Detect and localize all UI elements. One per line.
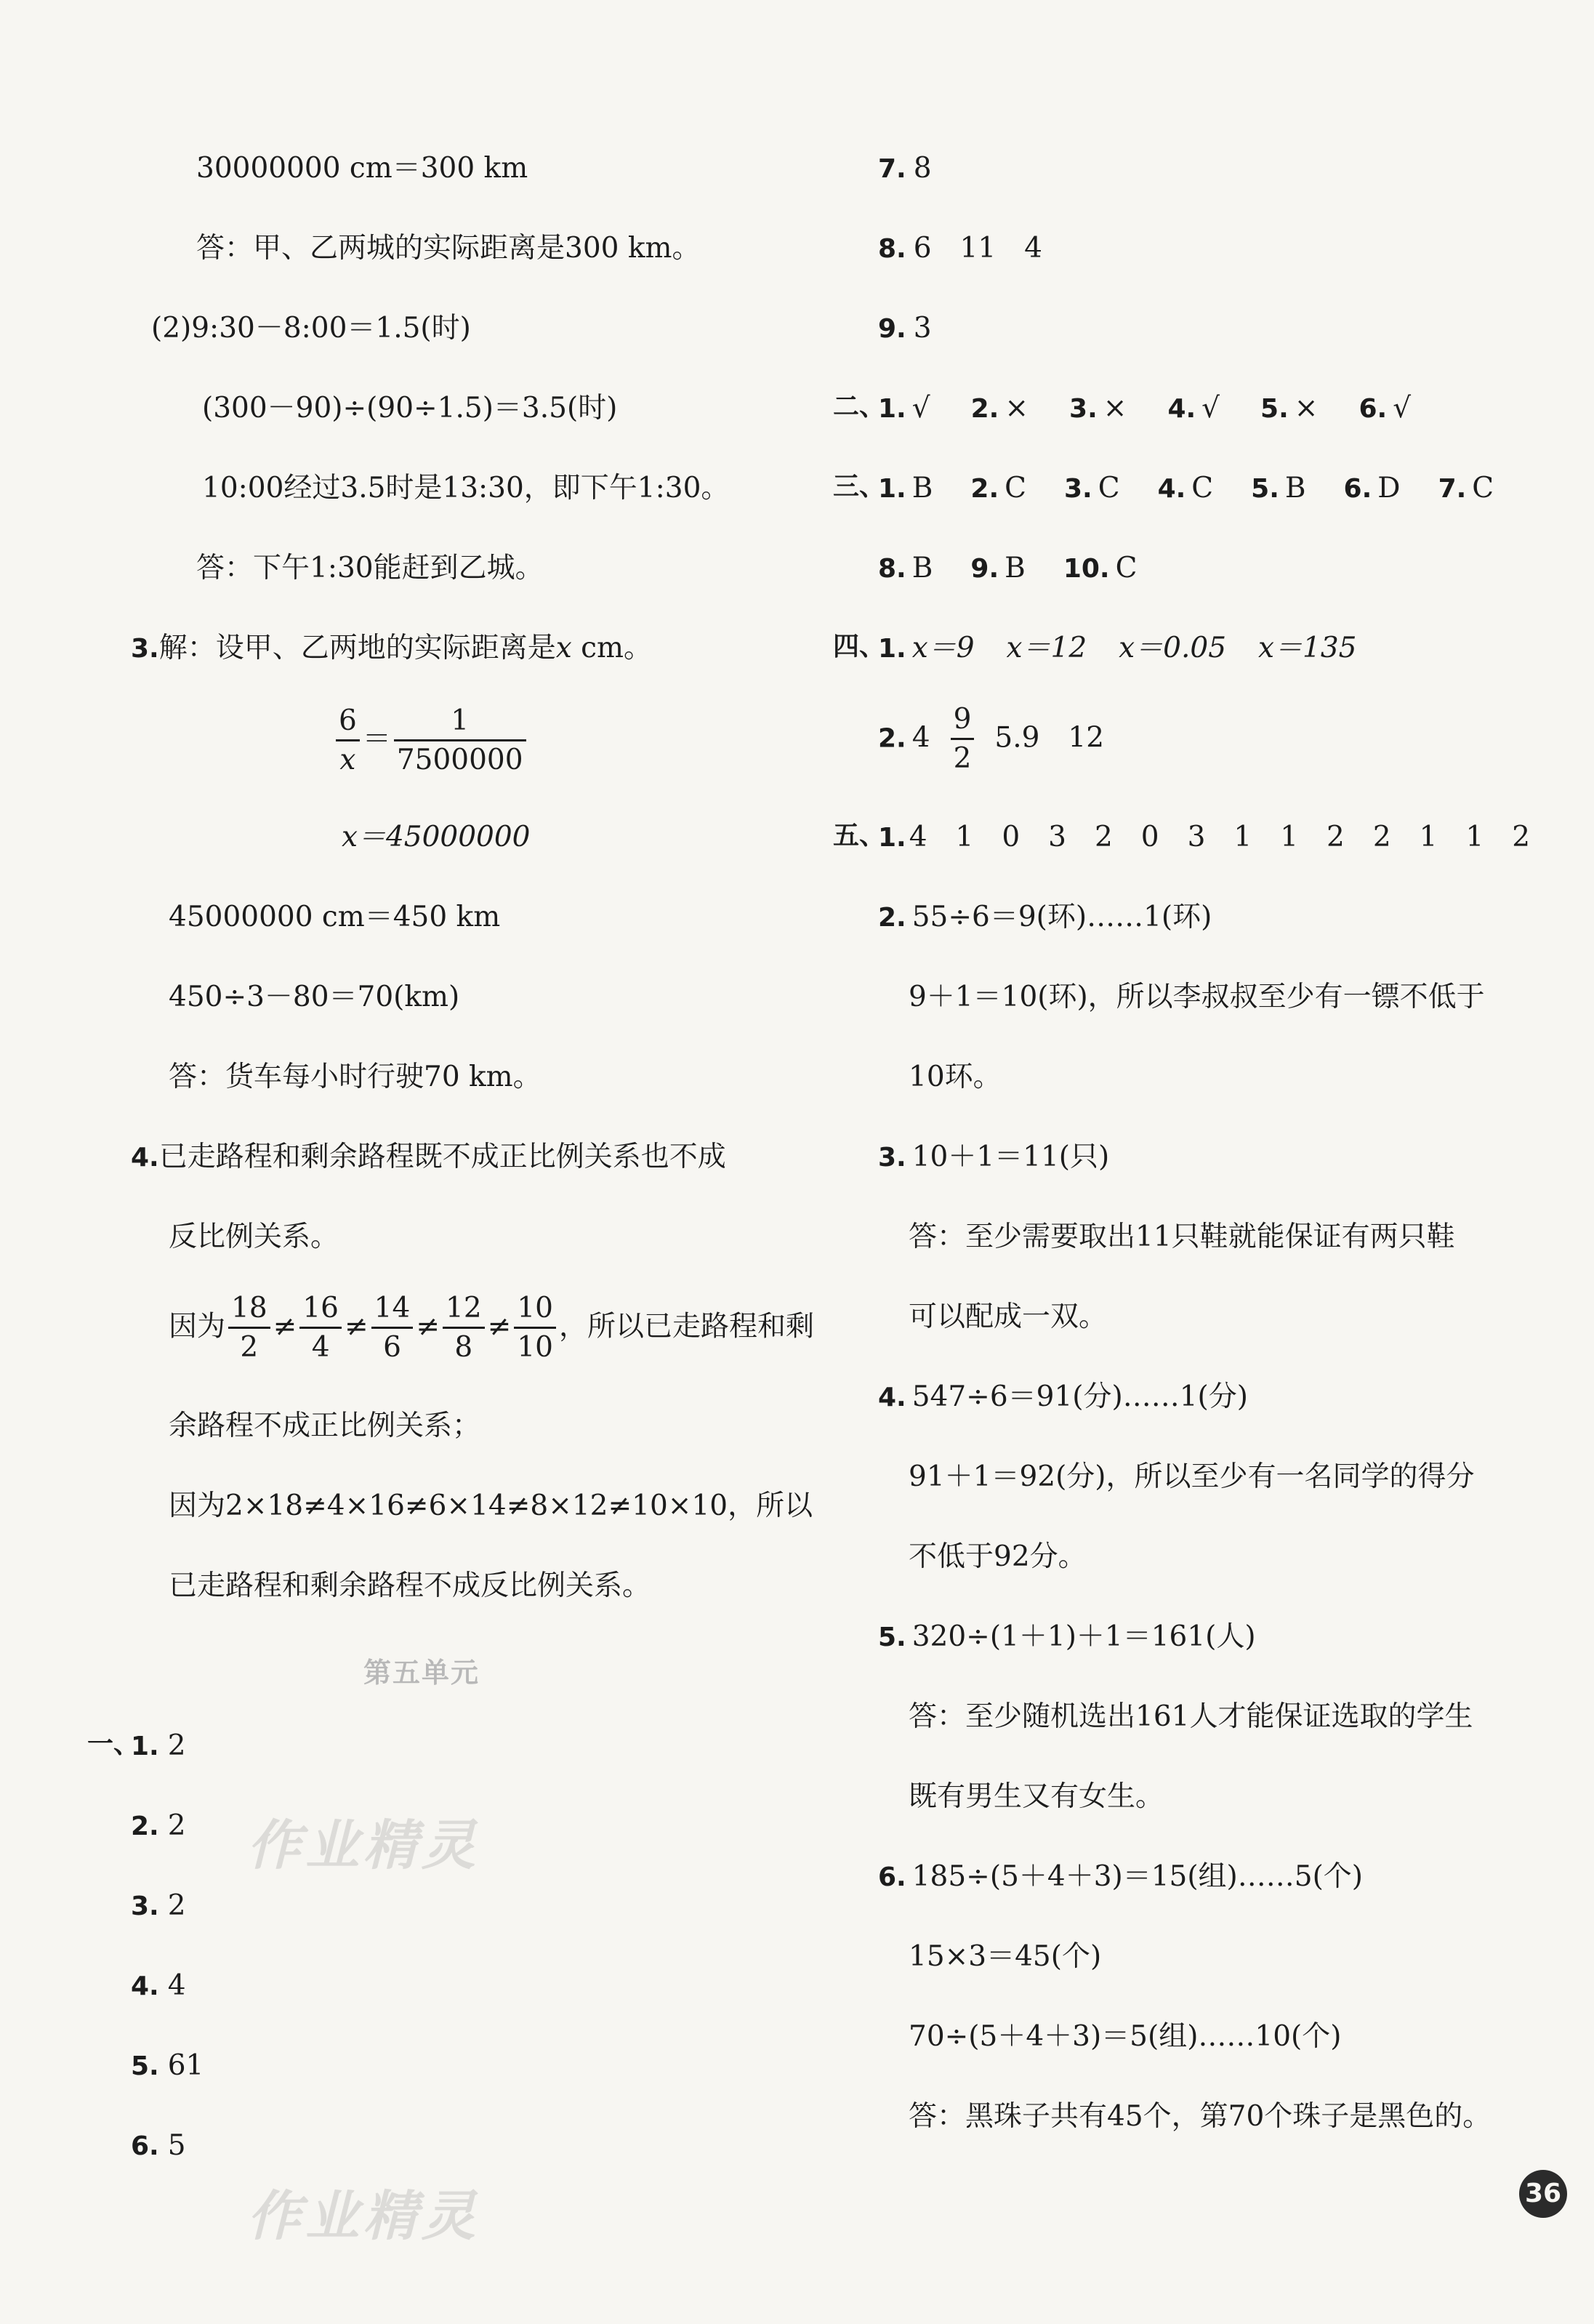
answer-row: 2. 4 $\frac{9}{2}$ 5.9 12 (878, 703, 1105, 775)
answer-row: 8. B 9. B 10. C (878, 552, 1138, 584)
text-line: 既有男生又有女生。 (909, 1780, 1164, 1813)
proportion-equation (333, 704, 529, 776)
answer-item: 3. 10＋1＝11(只) (878, 1141, 1110, 1173)
section-label: 四、 (833, 632, 886, 662)
fraction: $\frac{6}{x}$ (336, 707, 360, 776)
text-line: 答：甲、乙两城的实际距离是300 km。 (196, 232, 701, 265)
fraction-chain: 因为 $\frac{18}{2}$ ≠ $\frac{16}{4}$ ≠ $\frac{14}{6}$ ≠ $\frac{12}{8}$ ≠ $\frac{10}{10}$ ，所以已走路程和剩 (169, 1292, 814, 1364)
text-line: 91＋1＝92(分)，所以至少有一名同学的得分 (909, 1460, 1475, 1493)
not-equal-sign: ≠ (344, 1310, 369, 1343)
answer-row: 1. x＝9 x＝12 x＝0.05 x＝135 (878, 632, 1357, 664)
fraction: $\frac{14}{6}$ (371, 1294, 414, 1363)
text-line: 450÷3－80＝70(km) (169, 981, 460, 1013)
fraction: $\frac{12}{8}$ (443, 1294, 485, 1363)
text-line: 答：黑珠子共有45个，第70个珠子是黑色的。 (909, 2100, 1492, 2133)
question-3 (131, 634, 652, 662)
text-line: 余路程不成正比例关系； (169, 1410, 481, 1442)
answer-item: 7. 8 (878, 152, 932, 185)
answer-row: 1. √ 2. × 3. × 4. √ 5. × 6. √ (878, 392, 1412, 425)
text-line: 答：货车每小时行驶70 km。 (169, 1061, 542, 1093)
text-line: (300－90)÷(90÷1.5)＝3.5(时) (202, 392, 618, 425)
text-line: (2)9:30－8:00＝1.5(时) (151, 312, 471, 345)
answer-item: 1. 2 (131, 1729, 186, 1762)
unit: cm。 (571, 632, 652, 664)
watermark: 作业精灵 (247, 2185, 480, 2248)
unit-heading: 第五单元 (363, 1657, 480, 1689)
answer-row: 1. B 2. C 3. C 4. C 5. B 6. D 7. C (878, 472, 1494, 504)
variable: x (555, 632, 572, 664)
fraction: $\frac{16}{4}$ (299, 1294, 342, 1363)
answer-item: 2. 55÷6＝9(环)……1(环) (878, 901, 1212, 933)
answer-item: 5. 61 (131, 2049, 204, 2082)
not-equal-sign: ≠ (487, 1310, 512, 1343)
answer-item: 2. 2 (131, 1809, 186, 1842)
equals-sign: ＝ (362, 723, 391, 756)
answer-item: 5. 320÷(1＋1)＋1＝161(人) (878, 1620, 1256, 1653)
section-label: 五、 (833, 821, 886, 851)
answer-row: 1. 4 1 0 3 2 0 3 1 1 2 2 1 1 2 (878, 821, 1531, 853)
text-line: 10:00经过3.5时是13:30，即下午1:30。 (202, 472, 730, 504)
text-line: x＝45000000 (342, 821, 531, 853)
fraction: $\frac{1}{7500000}$ (394, 707, 526, 776)
answer-item: 9. 3 (878, 312, 932, 345)
question-text: 已走路程和剩余路程既不成正比例关系也不成 (158, 1141, 726, 1173)
section-label: 一、 (87, 1729, 140, 1759)
section-label: 三、 (833, 472, 886, 502)
section-label: 二、 (833, 392, 886, 422)
fraction: $\frac{10}{10}$ (514, 1294, 556, 1363)
text-line: 不低于92分。 (909, 1540, 1087, 1573)
fraction: $\frac{9}{2}$ (951, 705, 975, 774)
not-equal-sign: ≠ (416, 1310, 440, 1343)
text-line: 45000000 cm＝450 km (169, 901, 501, 933)
question-number: 4. (131, 1143, 159, 1173)
answer-item: 8. 6 11 4 (878, 232, 1042, 265)
text-line: 答：至少随机选出161人才能保证选取的学生 (909, 1700, 1473, 1733)
answer-item: 4. 547÷6＝91(分)……1(分) (878, 1380, 1248, 1413)
text-line: 70÷(5＋4＋3)＝5(组)……10(个) (909, 2020, 1342, 2053)
text-line: 15×3＝45(个) (909, 1940, 1102, 1973)
text-line: 10环。 (909, 1061, 1002, 1093)
fraction: $\frac{18}{2}$ (228, 1294, 270, 1363)
text-line: 9＋1＝10(环)，所以李叔叔至少有一镖不低于 (909, 981, 1485, 1013)
question-4 (131, 1143, 726, 1171)
answer-item: 6. 5 (131, 2129, 186, 2162)
text-line: 反比例关系。 (169, 1221, 339, 1253)
page-number: 36 (1519, 2170, 1567, 2218)
text-line: 答：至少需要取出11只鞋就能保证有两只鞋 (909, 1221, 1455, 1253)
question-text: 解：设甲、乙两地的实际距离是 (158, 632, 556, 664)
watermark: 作业精灵 (247, 1814, 480, 1877)
text-line: 可以配成一双。 (909, 1300, 1108, 1333)
not-equal-sign: ≠ (273, 1310, 297, 1343)
text-line: 已走路程和剩余路程不成反比例关系。 (169, 1569, 651, 1602)
text-line: 30000000 cm＝300 km (196, 152, 528, 185)
text-line: 答：下午1:30能赶到乙城。 (196, 552, 544, 584)
answer-item: 3. 2 (131, 1889, 186, 1922)
question-number: 3. (131, 634, 159, 664)
text-line: 因为2×18≠4×16≠6×14≠8×12≠10×10，所以 (169, 1489, 813, 1522)
answer-item: 6. 185÷(5＋4＋3)＝15(组)……5(个) (878, 1860, 1364, 1893)
answer-item: 4. 4 (131, 1969, 186, 2002)
